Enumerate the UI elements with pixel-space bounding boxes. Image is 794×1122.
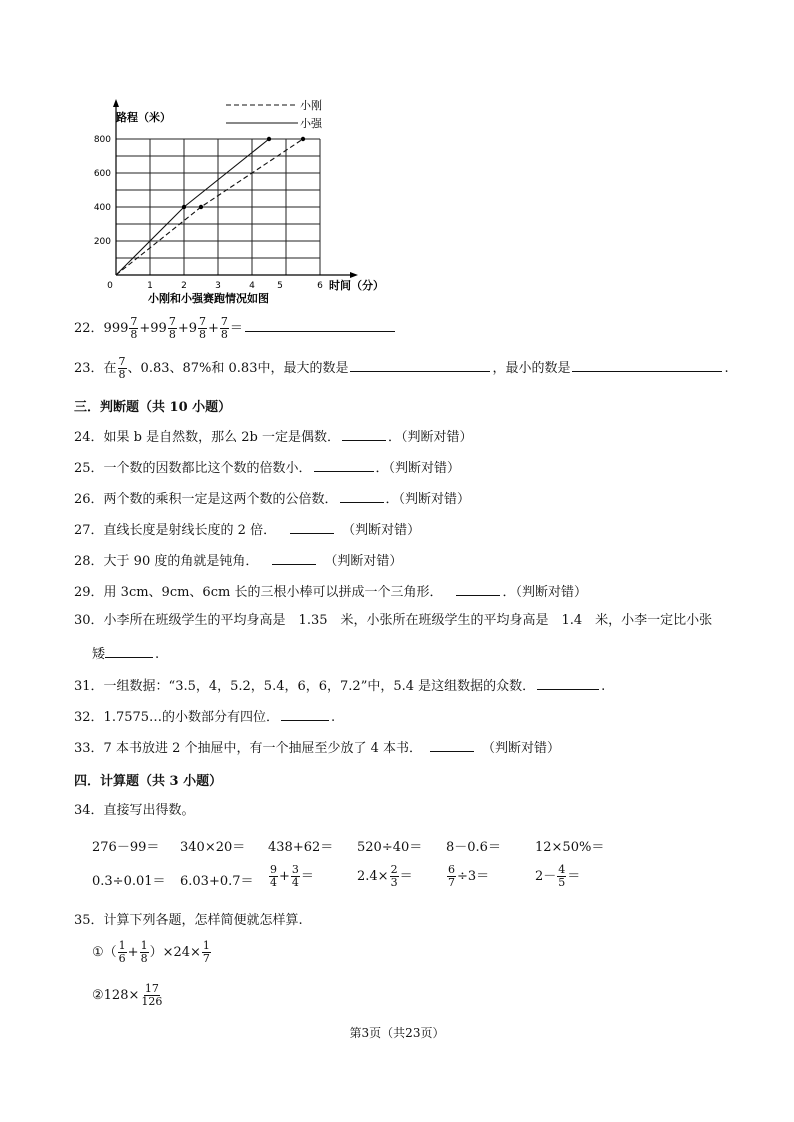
x-tick-label: 5 <box>277 281 283 291</box>
chart-grid <box>116 139 320 275</box>
x-tick-label: 4 <box>249 281 255 291</box>
calc-1-6: 12×50%＝ <box>535 840 605 855</box>
q35-2-fraction: $\frac{17}{126}$ <box>141 982 163 1008</box>
calc-2-5-fraction: $\frac{6}{7}$ <box>448 863 455 889</box>
question-25 <box>74 457 460 478</box>
q31-answer-blank[interactable] <box>537 675 599 690</box>
question-22-number: 22． <box>74 321 104 336</box>
question-35-part-1 <box>92 940 212 965</box>
q23-fraction: $\frac{7}{8}$ <box>118 355 126 381</box>
question-28 <box>74 550 402 571</box>
q22-text-5: ＝ <box>229 321 243 336</box>
q25-text: 25．一个数的因数都比这个数的倍数小． <box>74 461 312 476</box>
calc-2-4-equals: ＝ <box>399 869 413 884</box>
x-tick-label: 2 <box>181 281 187 291</box>
q30-text-2: 矮 <box>92 647 106 662</box>
calc-2-5-suffix: ÷3＝ <box>457 869 490 884</box>
q22-fraction-4: $\frac{7}{8}$ <box>220 315 228 341</box>
q26-text: 26．两个数的乘积一定是这两个数的公倍数． <box>74 492 338 507</box>
chart-legend <box>226 98 323 130</box>
question-27 <box>74 519 420 540</box>
q22-text-4: + <box>207 321 219 336</box>
q22-fraction-2: $\frac{7}{8}$ <box>168 315 176 341</box>
q33-text: 33．7 本书放进 2 个抽屉中，有一个抽屉至少放了 4 本书． <box>74 741 423 756</box>
q30-answer-blank[interactable] <box>105 643 153 658</box>
race-line-chart <box>86 95 386 310</box>
chart-ylabel: 路程（米） <box>116 111 171 124</box>
data-point <box>267 137 271 141</box>
calc-2-4 <box>357 864 413 889</box>
calc-1-1: 276－99＝ <box>92 840 160 855</box>
q23-text-3: . <box>724 361 729 376</box>
question-22 <box>74 316 397 341</box>
q28-text: 28．大于 90 度的角就是钝角． <box>74 554 259 569</box>
data-point <box>301 137 305 141</box>
question-32 <box>74 706 335 727</box>
q23-max-blank[interactable] <box>350 357 490 372</box>
calc-1-4: 520÷40＝ <box>357 840 423 855</box>
chart-title: 小刚和小强赛跑情况如图 <box>148 292 269 305</box>
section-3-heading: 三．判断题（共 10 小题） <box>74 400 232 415</box>
q32-text: 32．1.7575…的小数部分有四位． <box>74 710 280 725</box>
q35-1-prefix: ①（ <box>92 945 117 960</box>
q29-answer-blank[interactable] <box>456 581 500 596</box>
data-point <box>182 205 186 209</box>
q35-1-fraction-b: $\frac{1}{8}$ <box>140 939 148 965</box>
q26-suffix: ．（判断对错） <box>385 492 471 507</box>
calc-2-4-fraction: $\frac{2}{3}$ <box>390 863 398 889</box>
q30-suffix: . <box>155 647 160 662</box>
q24-text: 24．如果 b 是自然数，那么 2b 一定是偶数． <box>74 430 340 445</box>
q32-answer-blank[interactable] <box>281 706 329 721</box>
q24-suffix: ．（判断对错） <box>388 430 473 445</box>
question-30-cont <box>92 643 159 664</box>
q29-suffix: ．（判断对错） <box>502 585 587 600</box>
calc-2-3-equals: ＝ <box>300 869 314 884</box>
calc-2-3 <box>268 864 314 889</box>
q32-suffix: . <box>331 710 336 725</box>
q24-answer-blank[interactable] <box>342 426 386 441</box>
section-4-heading: 四．计算题（共 3 小题） <box>74 774 223 789</box>
chart-series <box>116 137 305 275</box>
question-23 <box>74 356 729 381</box>
calc-2-2: 6.03+0.7＝ <box>180 874 254 889</box>
q22-text-1: 999 <box>103 321 129 336</box>
calc-2-6-equals: ＝ <box>567 869 581 884</box>
q22-answer-blank[interactable] <box>245 317 395 332</box>
legend-label: 小刚 <box>300 99 322 112</box>
chart-xlabel: 时间（分） <box>329 279 384 292</box>
calc-2-3-fraction-a: $\frac{9}{4}$ <box>270 863 277 889</box>
question-30 <box>74 612 712 630</box>
q27-suffix: （判断对错） <box>342 523 421 538</box>
y-axis-arrow <box>113 99 119 107</box>
calc-2-1: 0.3÷0.01＝ <box>92 874 166 889</box>
y-tick-label: 400 <box>93 203 111 213</box>
q35-2-prefix: ②128× <box>92 988 140 1003</box>
x-tick-label: 1 <box>147 281 153 291</box>
question-23-number: 23．在 <box>74 361 117 376</box>
question-33 <box>74 737 560 758</box>
q25-answer-blank[interactable] <box>314 457 374 472</box>
y-tick-label: 200 <box>93 237 111 247</box>
q22-text-2: +99 <box>139 321 167 336</box>
question-35-part-2 <box>92 983 164 1008</box>
chart-tick-labels <box>94 135 323 291</box>
q35-1-fraction-c: $\frac{1}{7}$ <box>202 939 210 965</box>
legend-label: 小强 <box>300 117 322 130</box>
q22-text-3: +9 <box>177 321 197 336</box>
q25-suffix: ．（判断对错） <box>375 461 461 476</box>
q29-text: 29．用 3cm、9cm、6cm 长的三根小棒可以拼成一个三角形． <box>74 585 443 600</box>
q23-text-1: 、0.83、87%和 0.83中，最大的数是 <box>127 361 349 376</box>
calc-1-5: 8－0.6＝ <box>446 840 501 855</box>
data-point <box>199 205 203 209</box>
y-tick-label: 800 <box>93 135 111 145</box>
question-24 <box>74 426 473 447</box>
x-axis-arrow <box>350 272 358 278</box>
q28-suffix: （判断对错） <box>324 554 403 569</box>
q23-text-2: ，最小的数是 <box>492 361 571 376</box>
q26-answer-blank[interactable] <box>340 488 384 503</box>
calc-1-2: 340×20＝ <box>180 840 246 855</box>
calc-2-5 <box>446 864 489 889</box>
q27-text: 27．直线长度是射线长度的 2 倍． <box>74 523 277 538</box>
question-35: 35．计算下列各题，怎样简便就怎样算. <box>74 913 303 928</box>
q31-suffix: . <box>601 679 606 694</box>
y-tick-label: 600 <box>93 169 111 179</box>
q35-1-operator: + <box>127 945 139 960</box>
q22-fraction-3: $\frac{7}{8}$ <box>198 315 206 341</box>
question-29 <box>74 581 587 602</box>
q35-1-fraction-a: $\frac{1}{6}$ <box>118 939 126 965</box>
x-tick-label: 3 <box>215 281 221 291</box>
q28-answer-blank[interactable] <box>272 550 316 565</box>
page-footer: 第3页（共23页） <box>349 1026 445 1040</box>
q22-fraction-1: $\frac{7}{8}$ <box>130 315 138 341</box>
calc-2-6 <box>535 864 580 889</box>
x-tick-label: 6 <box>317 281 323 291</box>
calc-2-6-fraction: $\frac{4}{5}$ <box>558 863 566 889</box>
q35-1-middle: ）×24× <box>149 945 201 960</box>
calc-2-4-prefix: 2.4× <box>357 869 389 884</box>
q33-answer-blank[interactable] <box>430 737 474 752</box>
x-tick-label: 0 <box>107 281 113 291</box>
calc-2-6-prefix: 2－ <box>535 869 557 884</box>
q33-suffix: （判断对错） <box>482 741 561 756</box>
question-34: 34．直接写出得数。 <box>74 803 195 818</box>
calc-2-3-operator: + <box>279 869 290 884</box>
q31-text: 31．一组数据：“3.5，4，5.2，5.4，6，6，7.2”中，5.4 是这组数据的众数． <box>74 679 536 694</box>
q27-answer-blank[interactable] <box>290 519 334 534</box>
q30-text: 30．小李所在班级学生的平均身高是 1.35 米，小张所在班级学生的平均身高是 1.4 米，小李一定比小张 <box>74 613 713 628</box>
question-26 <box>74 488 470 509</box>
calc-1-3: 438+62＝ <box>268 840 334 855</box>
question-31 <box>74 675 605 696</box>
calc-2-3-fraction-b: $\frac{3}{4}$ <box>291 863 299 889</box>
q23-min-blank[interactable] <box>572 357 722 372</box>
